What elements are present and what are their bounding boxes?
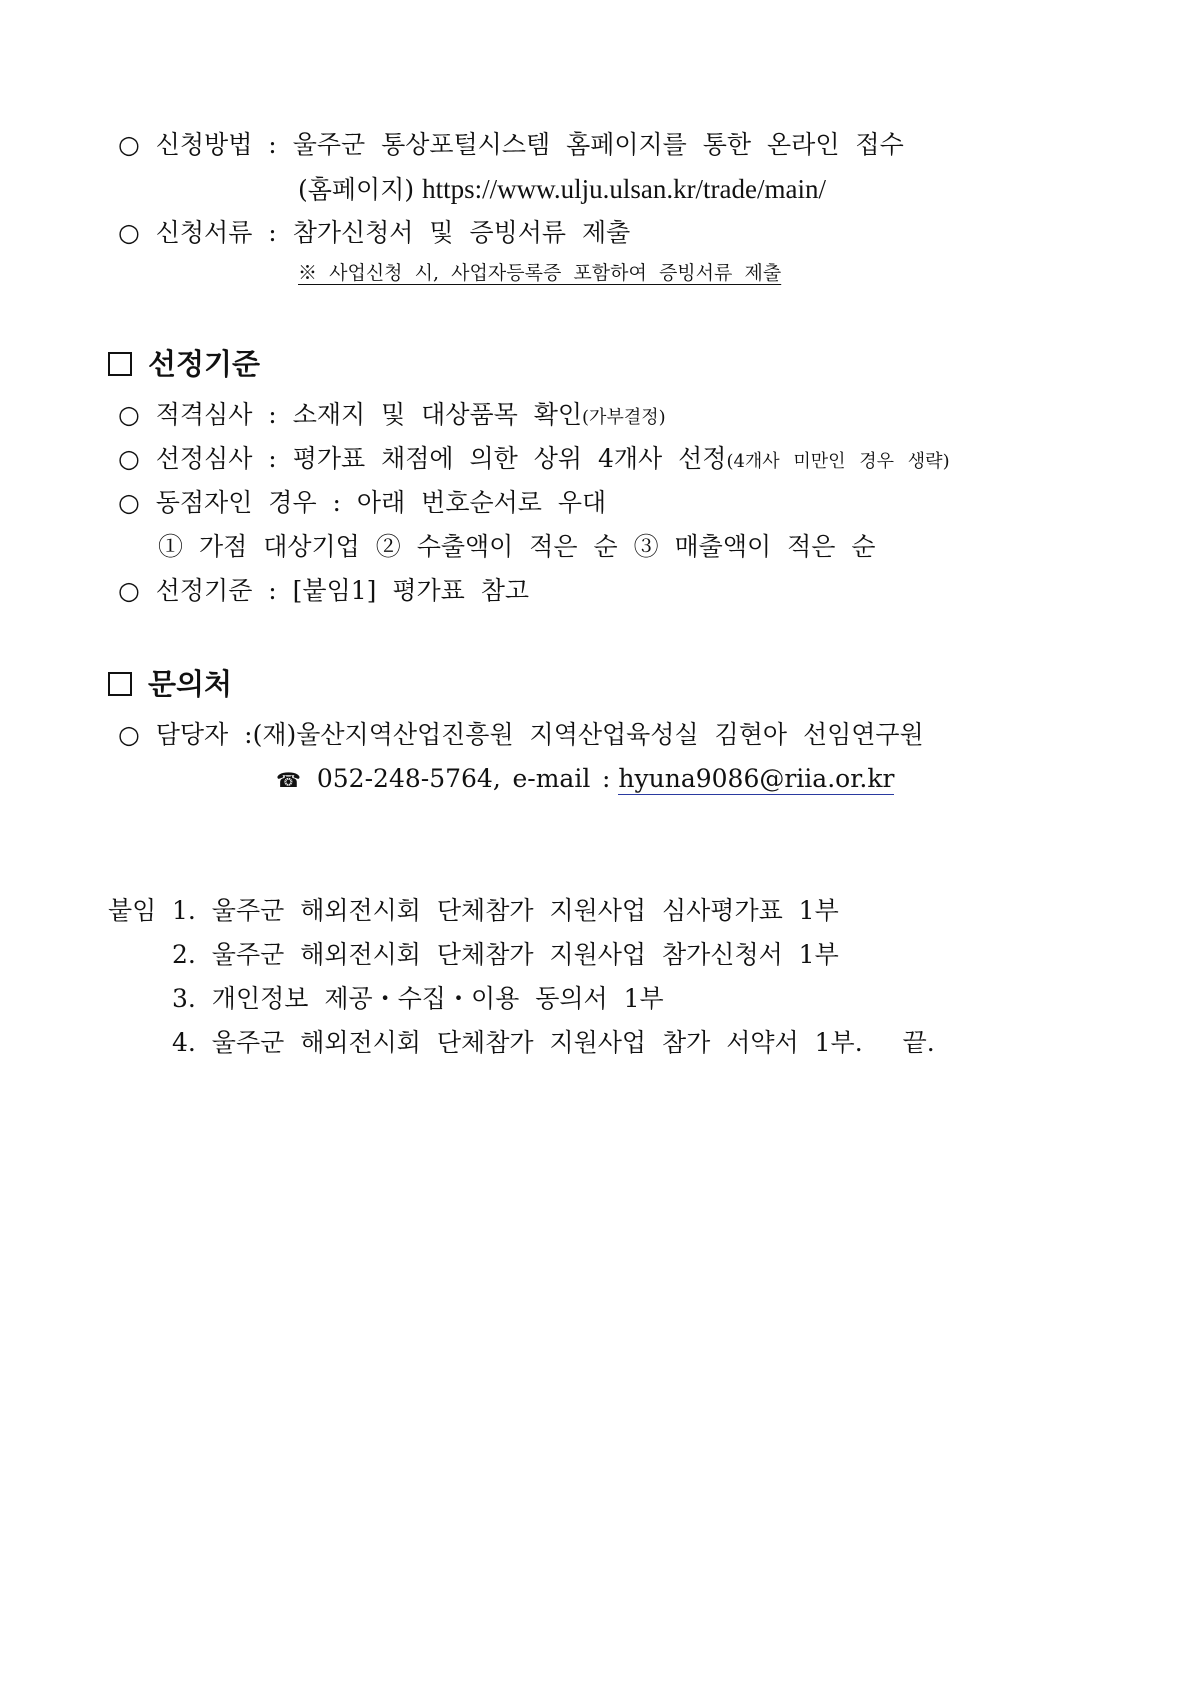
homepage-url[interactable]: https://www.ulju.ulsan.kr/trade/main/ bbox=[422, 174, 827, 204]
apply-docs-note: ※ 사업신청 시, 사업자등록증 포함하여 증빙서류 제출 bbox=[298, 262, 782, 284]
contact-email-link[interactable]: hyuna9086@riia.or.kr bbox=[618, 764, 895, 793]
contact-phone-line bbox=[276, 766, 894, 791]
attachment-item-4-line bbox=[172, 1030, 935, 1055]
criteria-heading-text: 선정기준 bbox=[148, 347, 261, 381]
tie-order-line: ① 가점 대상기업 ② 수출액이 적은 순 ③ 매출액이 적은 순 bbox=[158, 532, 876, 561]
attachment-item-1: 1. 울주군 해외전시회 단체참가 지원사업 심사평가표 1부 bbox=[172, 896, 839, 925]
qualification-value: 소재지 및 대상품목 확인 bbox=[292, 400, 583, 429]
selection-value: 평가표 채점에 의한 상위 4개사 선정 bbox=[292, 444, 727, 473]
qualification-line bbox=[118, 402, 666, 427]
contact-person-value: (재)울산지역산업진흥원 지역산업육성실 김현아 선임연구원 bbox=[252, 720, 924, 749]
contact-phone: 052-248-5764, e-mail : bbox=[316, 764, 611, 793]
apply-method-line bbox=[118, 132, 904, 157]
attachment-item-2: 2. 울주군 해외전시회 단체참가 지원사업 참가신청서 1부 bbox=[172, 940, 839, 969]
checkbox-square-icon bbox=[108, 672, 132, 696]
contact-heading bbox=[108, 667, 233, 701]
contact-person-line bbox=[118, 722, 924, 747]
apply-docs-line bbox=[118, 220, 630, 245]
qualification-note: (가부결정) bbox=[582, 407, 666, 428]
selection-line bbox=[118, 446, 950, 471]
qualification-label: ○ 적격심사 : bbox=[118, 400, 277, 429]
contact-heading-text: 문의처 bbox=[148, 667, 233, 701]
phone-icon: ☎ bbox=[276, 768, 301, 792]
apply-method-label: ○ 신청방법 : bbox=[118, 130, 277, 159]
attachments-label: 붙임 bbox=[108, 896, 157, 925]
homepage-prefix: (홈페이지) bbox=[298, 175, 415, 204]
apply-docs-value: 참가신청서 및 증빙서류 제출 bbox=[292, 218, 631, 247]
tie-rule-line: ○ 동점자인 경우 : 아래 번호순서로 우대 bbox=[118, 488, 607, 517]
checkbox-square-icon bbox=[108, 352, 132, 376]
contact-person-label: ○ 담당자 : bbox=[118, 720, 253, 749]
selection-note: (4개사 미만인 경우 생략) bbox=[726, 451, 950, 472]
criteria-reference-line: ○ 선정기준 : [붙임1] 평가표 참고 bbox=[118, 576, 530, 605]
selection-label: ○ 선정심사 : bbox=[118, 444, 277, 473]
attachment-item-4: 4. 울주군 해외전시회 단체참가 지원사업 참가 서약서 1부. bbox=[172, 1028, 863, 1057]
end-mark: 끝. bbox=[902, 1028, 935, 1057]
attachment-item-3: 3. 개인정보 제공・수집・이용 동의서 1부 bbox=[172, 984, 664, 1013]
apply-docs-label: ○ 신청서류 : bbox=[118, 218, 277, 247]
criteria-heading bbox=[108, 347, 261, 381]
homepage-line bbox=[298, 176, 826, 203]
apply-method-value: 울주군 통상포털시스템 홈페이지를 통한 온라인 접수 bbox=[292, 130, 904, 159]
